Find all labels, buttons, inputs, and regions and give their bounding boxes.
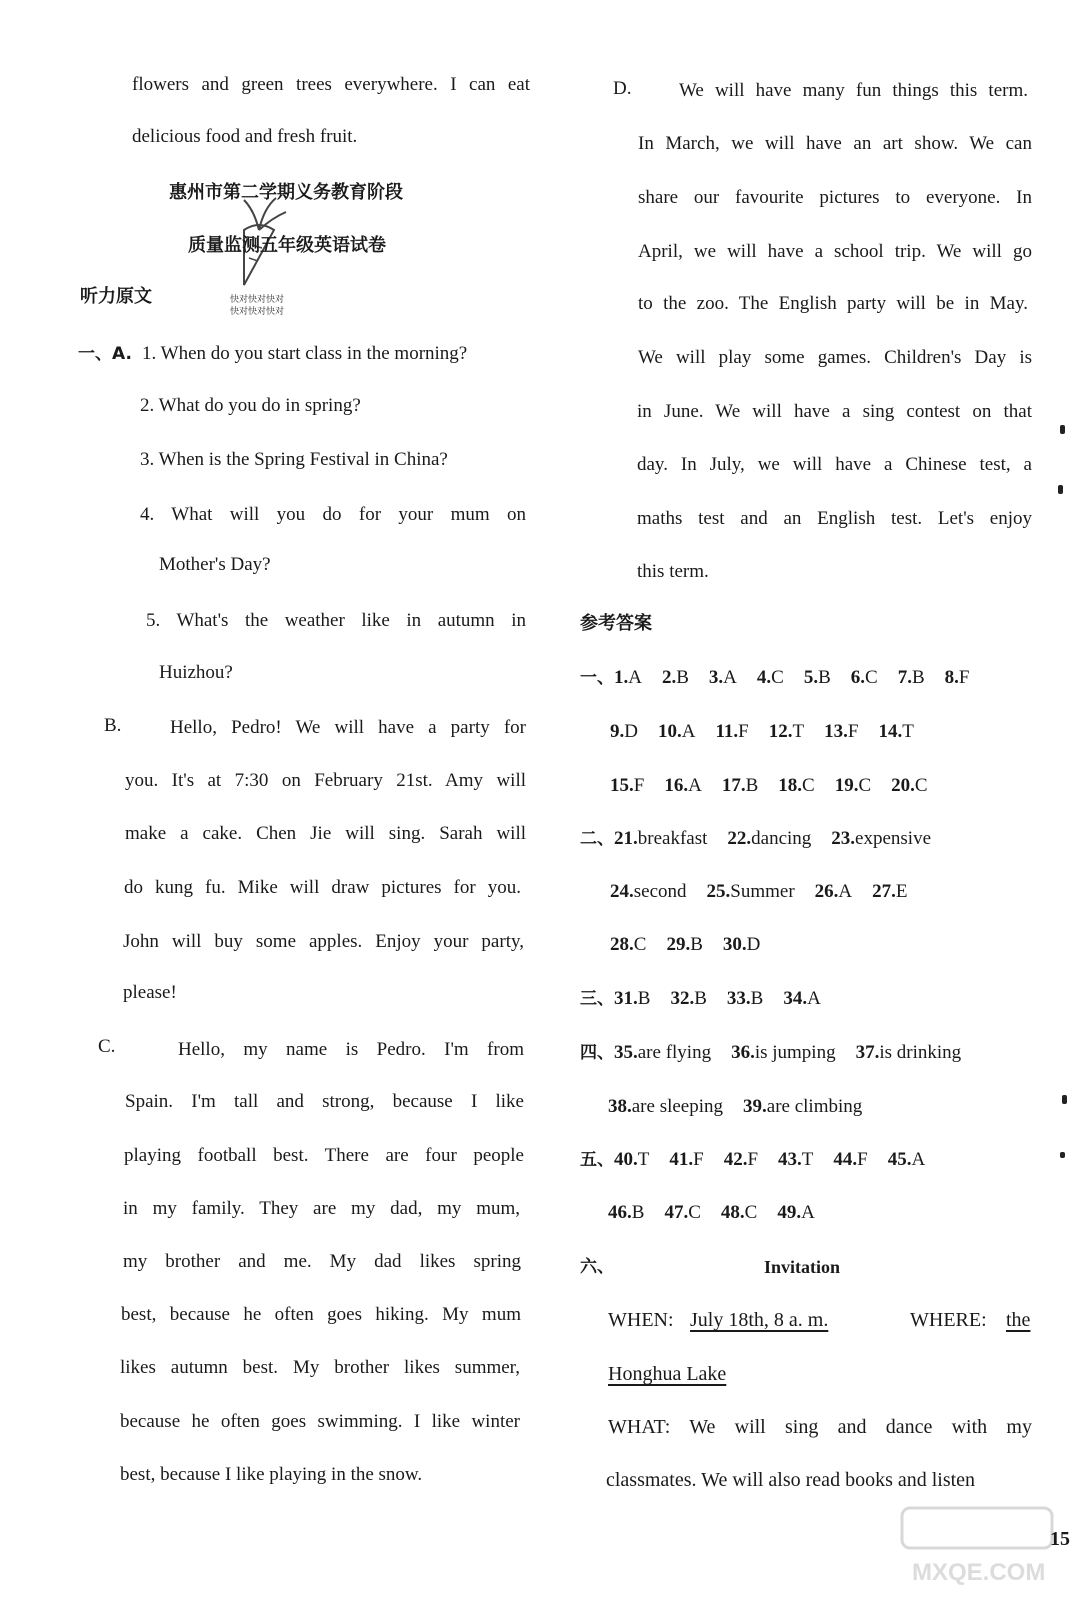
- answer-row: [610, 774, 948, 798]
- invitation-title: Invitation: [764, 1257, 841, 1277]
- answer-value: C: [744, 1202, 758, 1223]
- where-value: the: [1006, 1309, 1031, 1331]
- answer-item: [815, 881, 852, 902]
- answer-item: [824, 721, 858, 742]
- answer-number: 19.: [834, 775, 859, 796]
- answer-value: F: [958, 667, 970, 688]
- answer-item: [610, 934, 646, 955]
- answer-value: F: [747, 1149, 759, 1170]
- when-value: July 18th, 8 a. m.: [690, 1309, 829, 1331]
- passage-d-line: April, we will have a school trip. We will go: [638, 241, 1032, 262]
- passage-b-line: you. It's at 7:30 on February 21st. Amy will: [125, 770, 526, 791]
- answer-item: [727, 828, 811, 849]
- passage-b-line: John will buy some apples. Enjoy your party,: [123, 931, 524, 952]
- answer-value: F: [847, 721, 859, 742]
- answer-number: 18.: [778, 775, 802, 796]
- answer-row: [580, 1148, 945, 1172]
- answer-item: [743, 1096, 862, 1117]
- answer-item: [945, 667, 970, 688]
- section-c-label: C.: [98, 1036, 116, 1057]
- answer-value: T: [792, 721, 805, 742]
- answer-value: F: [857, 1149, 868, 1170]
- answer-item: [833, 1149, 867, 1170]
- answer-value: T: [801, 1149, 814, 1170]
- answer-item: [835, 775, 871, 796]
- answer-item: [769, 721, 804, 742]
- passage-c-line: best, because I like playing in the snow.: [120, 1464, 423, 1485]
- answer-value: C: [771, 667, 784, 688]
- answer-row: [580, 666, 989, 690]
- answer-number: 32.: [670, 988, 695, 1009]
- answer-item: [804, 667, 831, 688]
- answer-value: T: [902, 721, 914, 742]
- section-b-label: B.: [104, 715, 122, 736]
- answer-stamp: [230, 294, 284, 318]
- answer-item: [614, 667, 642, 688]
- answer-number: 2.: [661, 667, 677, 688]
- answer-item: [872, 881, 907, 902]
- answer-value: C: [858, 775, 872, 796]
- question-4-cont: Mother's Day?: [159, 554, 271, 575]
- answer-number: 1.: [614, 667, 629, 688]
- answer-item: [888, 1149, 925, 1170]
- passage-c-line: likes autumn best. My brother likes summer,: [120, 1357, 520, 1378]
- answer-row: [580, 827, 951, 851]
- answer-item: [709, 667, 737, 688]
- answer-value: C: [865, 667, 878, 688]
- answer-value: C: [633, 934, 647, 955]
- passage-d-line: share our favourite pictures to everyone. In: [638, 187, 1032, 208]
- answer-row: [608, 1095, 882, 1119]
- answer-value: C: [802, 775, 815, 796]
- answer-value: Summer: [730, 881, 795, 902]
- answer-number: 44.: [833, 1149, 858, 1170]
- answer-number: 41.: [669, 1149, 694, 1170]
- answer-value: is drinking: [879, 1042, 962, 1063]
- answer-number: 6.: [850, 667, 866, 688]
- answer-item: [707, 881, 795, 902]
- answer-row: [610, 933, 780, 957]
- when-label: WHEN:: [608, 1309, 674, 1331]
- answer-value: B: [911, 667, 925, 688]
- answer-item: [777, 1202, 814, 1223]
- passage-d-line: We will have many fun things this term.: [679, 80, 1028, 101]
- answer-number: 12.: [768, 721, 793, 742]
- answer-number: 16.: [664, 775, 689, 796]
- answer-number: 20.: [891, 775, 915, 796]
- answer-value: breakfast: [637, 828, 708, 849]
- answer-number: 43.: [778, 1149, 802, 1170]
- answer-value: A: [688, 775, 702, 796]
- answer-item: [898, 667, 925, 688]
- page-number: 15: [1050, 1528, 1070, 1550]
- what-line: WHAT: We will sing and dance with my: [608, 1416, 1032, 1438]
- edge-mark: [1058, 485, 1063, 494]
- answer-value: F: [633, 775, 645, 796]
- answer-item: [666, 934, 702, 955]
- passage-c-line: best, because he often goes hiking. My mum: [121, 1304, 521, 1325]
- answer-item: [610, 721, 638, 742]
- passage-b-line: please!: [123, 982, 177, 1003]
- answers-heading: 参考答案: [580, 613, 652, 634]
- answer-value: B: [676, 667, 689, 688]
- section-d-label: D.: [613, 78, 632, 99]
- question-4: 4. What will you do for your mum on: [140, 504, 526, 525]
- answer-number: 36.: [731, 1042, 755, 1063]
- answer-value: B: [745, 775, 759, 796]
- answer-number: 48.: [720, 1202, 745, 1223]
- answer-value: dancing: [751, 828, 812, 849]
- answer-value: A: [838, 881, 853, 902]
- what-line: classmates. We will also read books and listen: [606, 1469, 976, 1491]
- answer-item: [778, 1149, 813, 1170]
- answer-number: 25.: [706, 881, 731, 902]
- answer-value: D: [624, 721, 638, 742]
- where-value-cont: Honghua Lake: [608, 1363, 727, 1385]
- answer-number: 4.: [756, 667, 772, 688]
- intro-line: flowers and green trees everywhere. I can eat: [132, 74, 530, 95]
- answer-item: [727, 988, 763, 1009]
- answer-number: 11.: [715, 721, 739, 742]
- answer-number: 17.: [721, 775, 746, 796]
- answer-section-label: 三、: [580, 989, 614, 1009]
- passage-c-line: because he often goes swimming. I like winter: [120, 1411, 520, 1432]
- answer-item: [664, 775, 701, 796]
- answer-row: [610, 720, 934, 744]
- passage-c-line: playing football best. There are four people: [124, 1145, 524, 1166]
- passage-b-line: do kung fu. Mike will draw pictures for you.: [124, 877, 521, 898]
- answer-item: [715, 721, 748, 742]
- answer-item: [721, 1202, 757, 1223]
- question-1: 1. When do you start class in the morning?: [142, 343, 468, 364]
- exam-subtitle: 质量监测五年级英语试卷: [188, 235, 386, 256]
- answer-number: 38.: [608, 1096, 632, 1117]
- answer-number: 10.: [657, 721, 682, 742]
- answer-number: 47.: [664, 1202, 689, 1223]
- answer-item: [664, 1202, 700, 1223]
- answer-value: A: [681, 721, 696, 742]
- answer-item: [662, 667, 689, 688]
- question-5: 5. What's the weather like in autumn in: [146, 610, 526, 631]
- answer-section-label: 一、: [580, 668, 614, 688]
- answer-number: 22.: [727, 828, 752, 849]
- passage-d-line: to the zoo. The English party will be in May.: [638, 293, 1028, 314]
- intro-line: delicious food and fresh fruit.: [132, 126, 358, 147]
- answer-value: A: [911, 1149, 926, 1170]
- answer-value: E: [895, 881, 908, 902]
- answer-item: [614, 988, 650, 1009]
- answer-number: 28.: [610, 934, 634, 955]
- answer-item: [614, 1042, 711, 1063]
- section-6-label: 六、: [580, 1257, 614, 1277]
- answer-value: A: [807, 988, 821, 1009]
- answer-value: B: [750, 988, 764, 1009]
- stamp-text: 快对快对快对: [230, 295, 285, 305]
- answer-item: [608, 1096, 723, 1117]
- passage-b-line: Hello, Pedro! We will have a party for: [170, 717, 526, 738]
- answer-value: C: [688, 1202, 701, 1223]
- answer-item: [614, 1149, 649, 1170]
- answer-number: 33.: [726, 988, 751, 1009]
- answer-number: 7.: [897, 667, 912, 688]
- answer-item: [757, 667, 784, 688]
- passage-d-line: this term.: [637, 561, 709, 582]
- passage-d-line: day. In July, we will have a Chinese test, a: [637, 454, 1032, 475]
- answer-item: [856, 1042, 962, 1063]
- answer-number: 14.: [878, 721, 903, 742]
- answer-value: A: [801, 1202, 815, 1223]
- answer-value: B: [818, 667, 831, 688]
- answer-number: 26.: [814, 881, 839, 902]
- answer-item: [614, 828, 707, 849]
- answer-value: expensive: [855, 828, 932, 849]
- question-2: 2. What do you do in spring?: [140, 395, 361, 416]
- answer-row: [580, 1041, 981, 1065]
- answer-item: [851, 667, 878, 688]
- answer-item: [608, 1202, 644, 1223]
- answer-item: [831, 828, 931, 849]
- answer-row: [610, 880, 928, 904]
- edge-mark: [1060, 1152, 1065, 1158]
- answer-value: C: [914, 775, 928, 796]
- answer-value: are flying: [637, 1042, 712, 1063]
- answer-value: B: [631, 1202, 645, 1223]
- answer-value: F: [738, 721, 749, 742]
- answer-number: 37.: [855, 1042, 880, 1063]
- passage-c-line: Hello, my name is Pedro. I'm from: [178, 1039, 524, 1060]
- answer-value: A: [723, 667, 737, 688]
- answer-number: 9.: [610, 721, 625, 742]
- answer-value: B: [637, 988, 651, 1009]
- answer-number: 8.: [944, 667, 959, 688]
- answer-number: 30.: [722, 934, 747, 955]
- answer-number: 45.: [887, 1149, 912, 1170]
- passage-d-line: We will play some games. Children's Day is: [638, 347, 1032, 368]
- passage-c-line: in my family. They are my dad, my mum,: [123, 1198, 520, 1219]
- passage-b-line: make a cake. Chen Jie will sing. Sarah will: [125, 823, 526, 844]
- answer-number: 5.: [803, 667, 819, 688]
- answer-number: 29.: [666, 934, 691, 955]
- answer-item: [778, 775, 814, 796]
- answer-number: 40.: [614, 1149, 638, 1170]
- answer-value: is jumping: [754, 1042, 836, 1063]
- answer-number: 24.: [610, 881, 634, 902]
- answer-number: 31.: [614, 988, 638, 1009]
- where-label: WHERE:: [910, 1309, 987, 1331]
- watermark-text: MXQE.COM: [912, 1559, 1046, 1586]
- answer-value: T: [637, 1149, 650, 1170]
- edge-mark: [1060, 425, 1065, 434]
- answer-number: 15.: [610, 775, 634, 796]
- edge-mark: [1062, 1095, 1067, 1104]
- passage-d-line: In March, we will have an art show. We can: [638, 133, 1032, 154]
- question-5-cont: Huizhou?: [159, 662, 233, 683]
- answer-item: [783, 988, 820, 1009]
- answer-item: [731, 1042, 836, 1063]
- answer-value: second: [633, 881, 687, 902]
- answer-number: 13.: [824, 721, 848, 742]
- passage-d-line: in June. We will have a sing contest on that: [637, 401, 1032, 422]
- answer-section-label: 五、: [580, 1150, 614, 1170]
- answer-item: [658, 721, 695, 742]
- answer-number: 39.: [743, 1096, 767, 1117]
- passage-d-line: maths test and an English test. Let's enjoy: [637, 508, 1032, 529]
- answer-number: 34.: [783, 988, 808, 1009]
- stamp-text: 快对快对快对: [230, 307, 285, 317]
- answer-value: are climbing: [766, 1096, 863, 1117]
- answer-item: [610, 775, 644, 796]
- answer-item: [878, 721, 913, 742]
- answer-item: [610, 881, 687, 902]
- answer-value: B: [694, 988, 707, 1009]
- answer-item: [722, 775, 758, 796]
- answer-number: 46.: [608, 1202, 632, 1223]
- answer-value: B: [690, 934, 703, 955]
- passage-c-line: Spain. I'm tall and strong, because I like: [125, 1091, 524, 1112]
- answer-item: [891, 775, 927, 796]
- answer-number: 27.: [872, 881, 896, 902]
- answer-value: D: [746, 934, 761, 955]
- answer-value: are sleeping: [631, 1096, 724, 1117]
- answer-item: [670, 988, 706, 1009]
- answer-number: 23.: [831, 828, 856, 849]
- watermark-logo-icon: [892, 1500, 1072, 1590]
- answer-item: [724, 1149, 758, 1170]
- exam-title: 惠州市第二学期义务教育阶段: [169, 182, 403, 203]
- passage-c-line: my brother and me. My dad likes spring: [123, 1251, 521, 1272]
- answer-number: 49.: [777, 1202, 802, 1223]
- answer-value: A: [628, 667, 642, 688]
- answer-section-label: 二、: [580, 829, 614, 849]
- answer-section-label: 四、: [580, 1043, 614, 1063]
- answer-number: 3.: [708, 667, 724, 688]
- answer-number: 35.: [614, 1042, 638, 1063]
- section-1a-label: 一、A.: [78, 344, 132, 364]
- answer-number: 42.: [723, 1149, 748, 1170]
- answer-row: [580, 987, 841, 1011]
- question-3: 3. When is the Spring Festival in China?: [140, 449, 448, 470]
- answer-item: [669, 1149, 703, 1170]
- answer-value: F: [693, 1149, 704, 1170]
- answer-row: [608, 1201, 835, 1225]
- answer-item: [723, 934, 760, 955]
- answer-number: 21.: [614, 828, 638, 849]
- listening-heading: 听力原文: [80, 286, 152, 307]
